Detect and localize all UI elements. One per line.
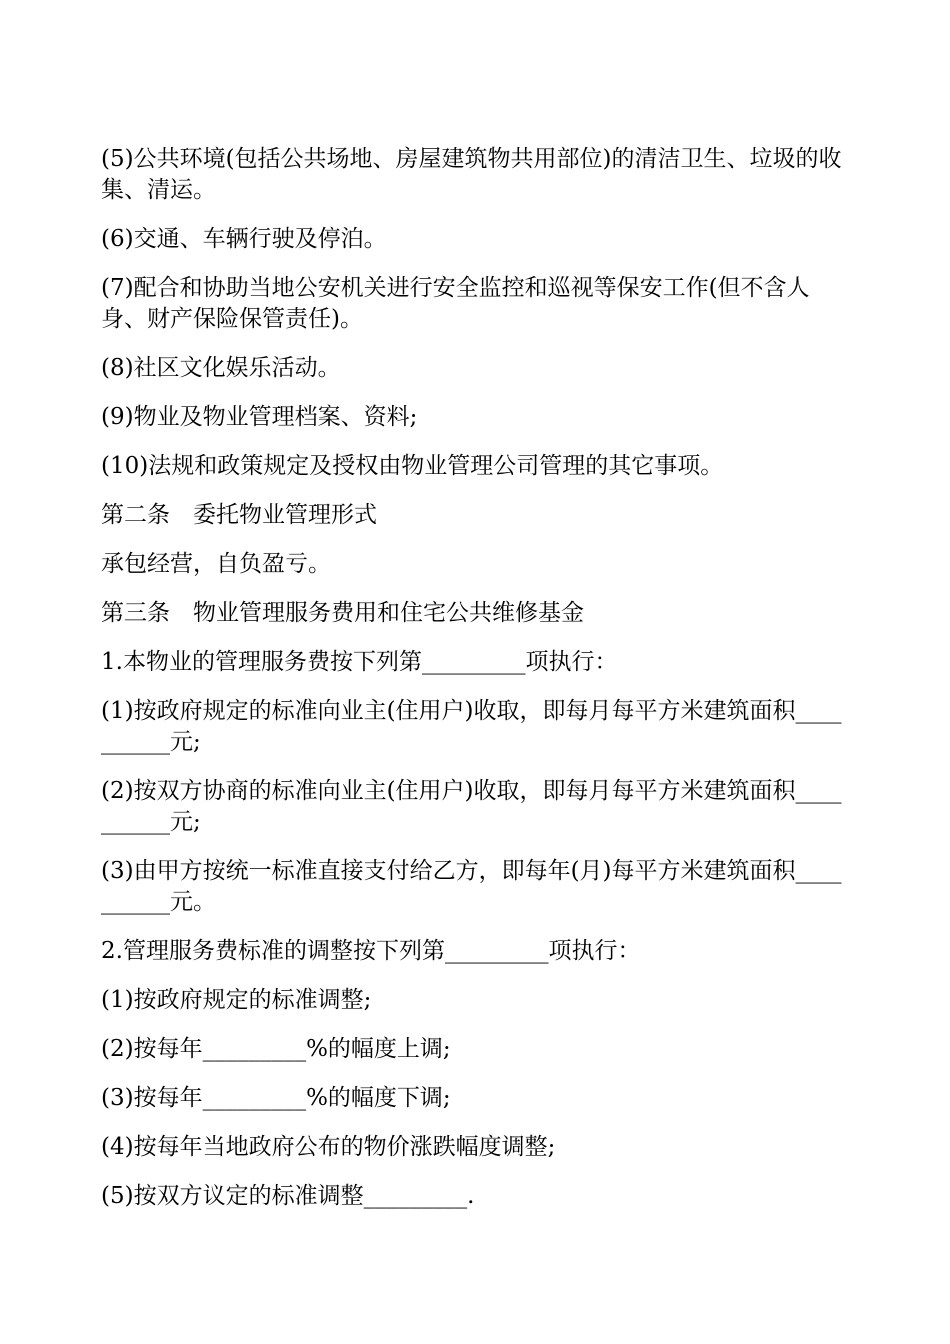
article-2-body: 承包经营，自负盈亏。 xyxy=(101,551,331,577)
document-body xyxy=(101,144,853,1230)
paragraph-item-8-community-culture: (8)社区文化娱乐活动。 xyxy=(101,355,341,381)
adjust-option-3: (3)按每年_________%的幅度下调; xyxy=(101,1085,451,1111)
fee-clause-2: 2.管理服务费标准的调整按下列第_________项执行： xyxy=(101,938,641,964)
paragraph-item-9-archives: (9)物业及物业管理档案、资料; xyxy=(101,404,418,430)
fee-option-2: (2)按双方协商的标准向业主(住用户)收取，即每月每平方米建筑面积__________元; xyxy=(101,778,842,835)
adjust-option-2: (2)按每年_________%的幅度上调; xyxy=(101,1036,451,1062)
adjust-option-1: (1)按政府规定的标准调整; xyxy=(101,987,372,1013)
fee-clause-1: 1.本物业的管理服务费按下列第_________项执行： xyxy=(101,649,618,675)
article-3-heading: 第三条 物业管理服务费用和住宅公共维修基金 xyxy=(101,600,584,626)
article-2-heading: 第二条 委托物业管理形式 xyxy=(101,502,377,528)
paragraph-item-6-traffic: (6)交通、车辆行驶及停泊。 xyxy=(101,226,387,252)
fee-option-3: (3)由甲方按统一标准直接支付给乙方，即每年(月)每平方米建筑面积__________元。 xyxy=(101,858,842,915)
adjust-option-4: (4)按每年当地政府公布的物价涨跌幅度调整; xyxy=(101,1134,556,1160)
paragraph-item-5-public-environment: (5)公共环境(包括公共场地、房屋建筑物共用部位)的清洁卫生、垃圾的收集、清运。 xyxy=(101,146,842,203)
paragraph-item-10-other-matters: (10)法规和政策规定及授权由物业管理公司管理的其它事项。 xyxy=(101,453,724,479)
adjust-option-5: (5)按双方议定的标准调整_________. xyxy=(101,1183,475,1209)
fee-option-1: (1)按政府规定的标准向业主(住用户)收取，即每月每平方米建筑面积__________元; xyxy=(101,698,842,755)
paragraph-item-7-security: (7)配合和协助当地公安机关进行安全监控和巡视等保安工作(但不含人身、财产保险保管责任)。 xyxy=(101,275,810,332)
